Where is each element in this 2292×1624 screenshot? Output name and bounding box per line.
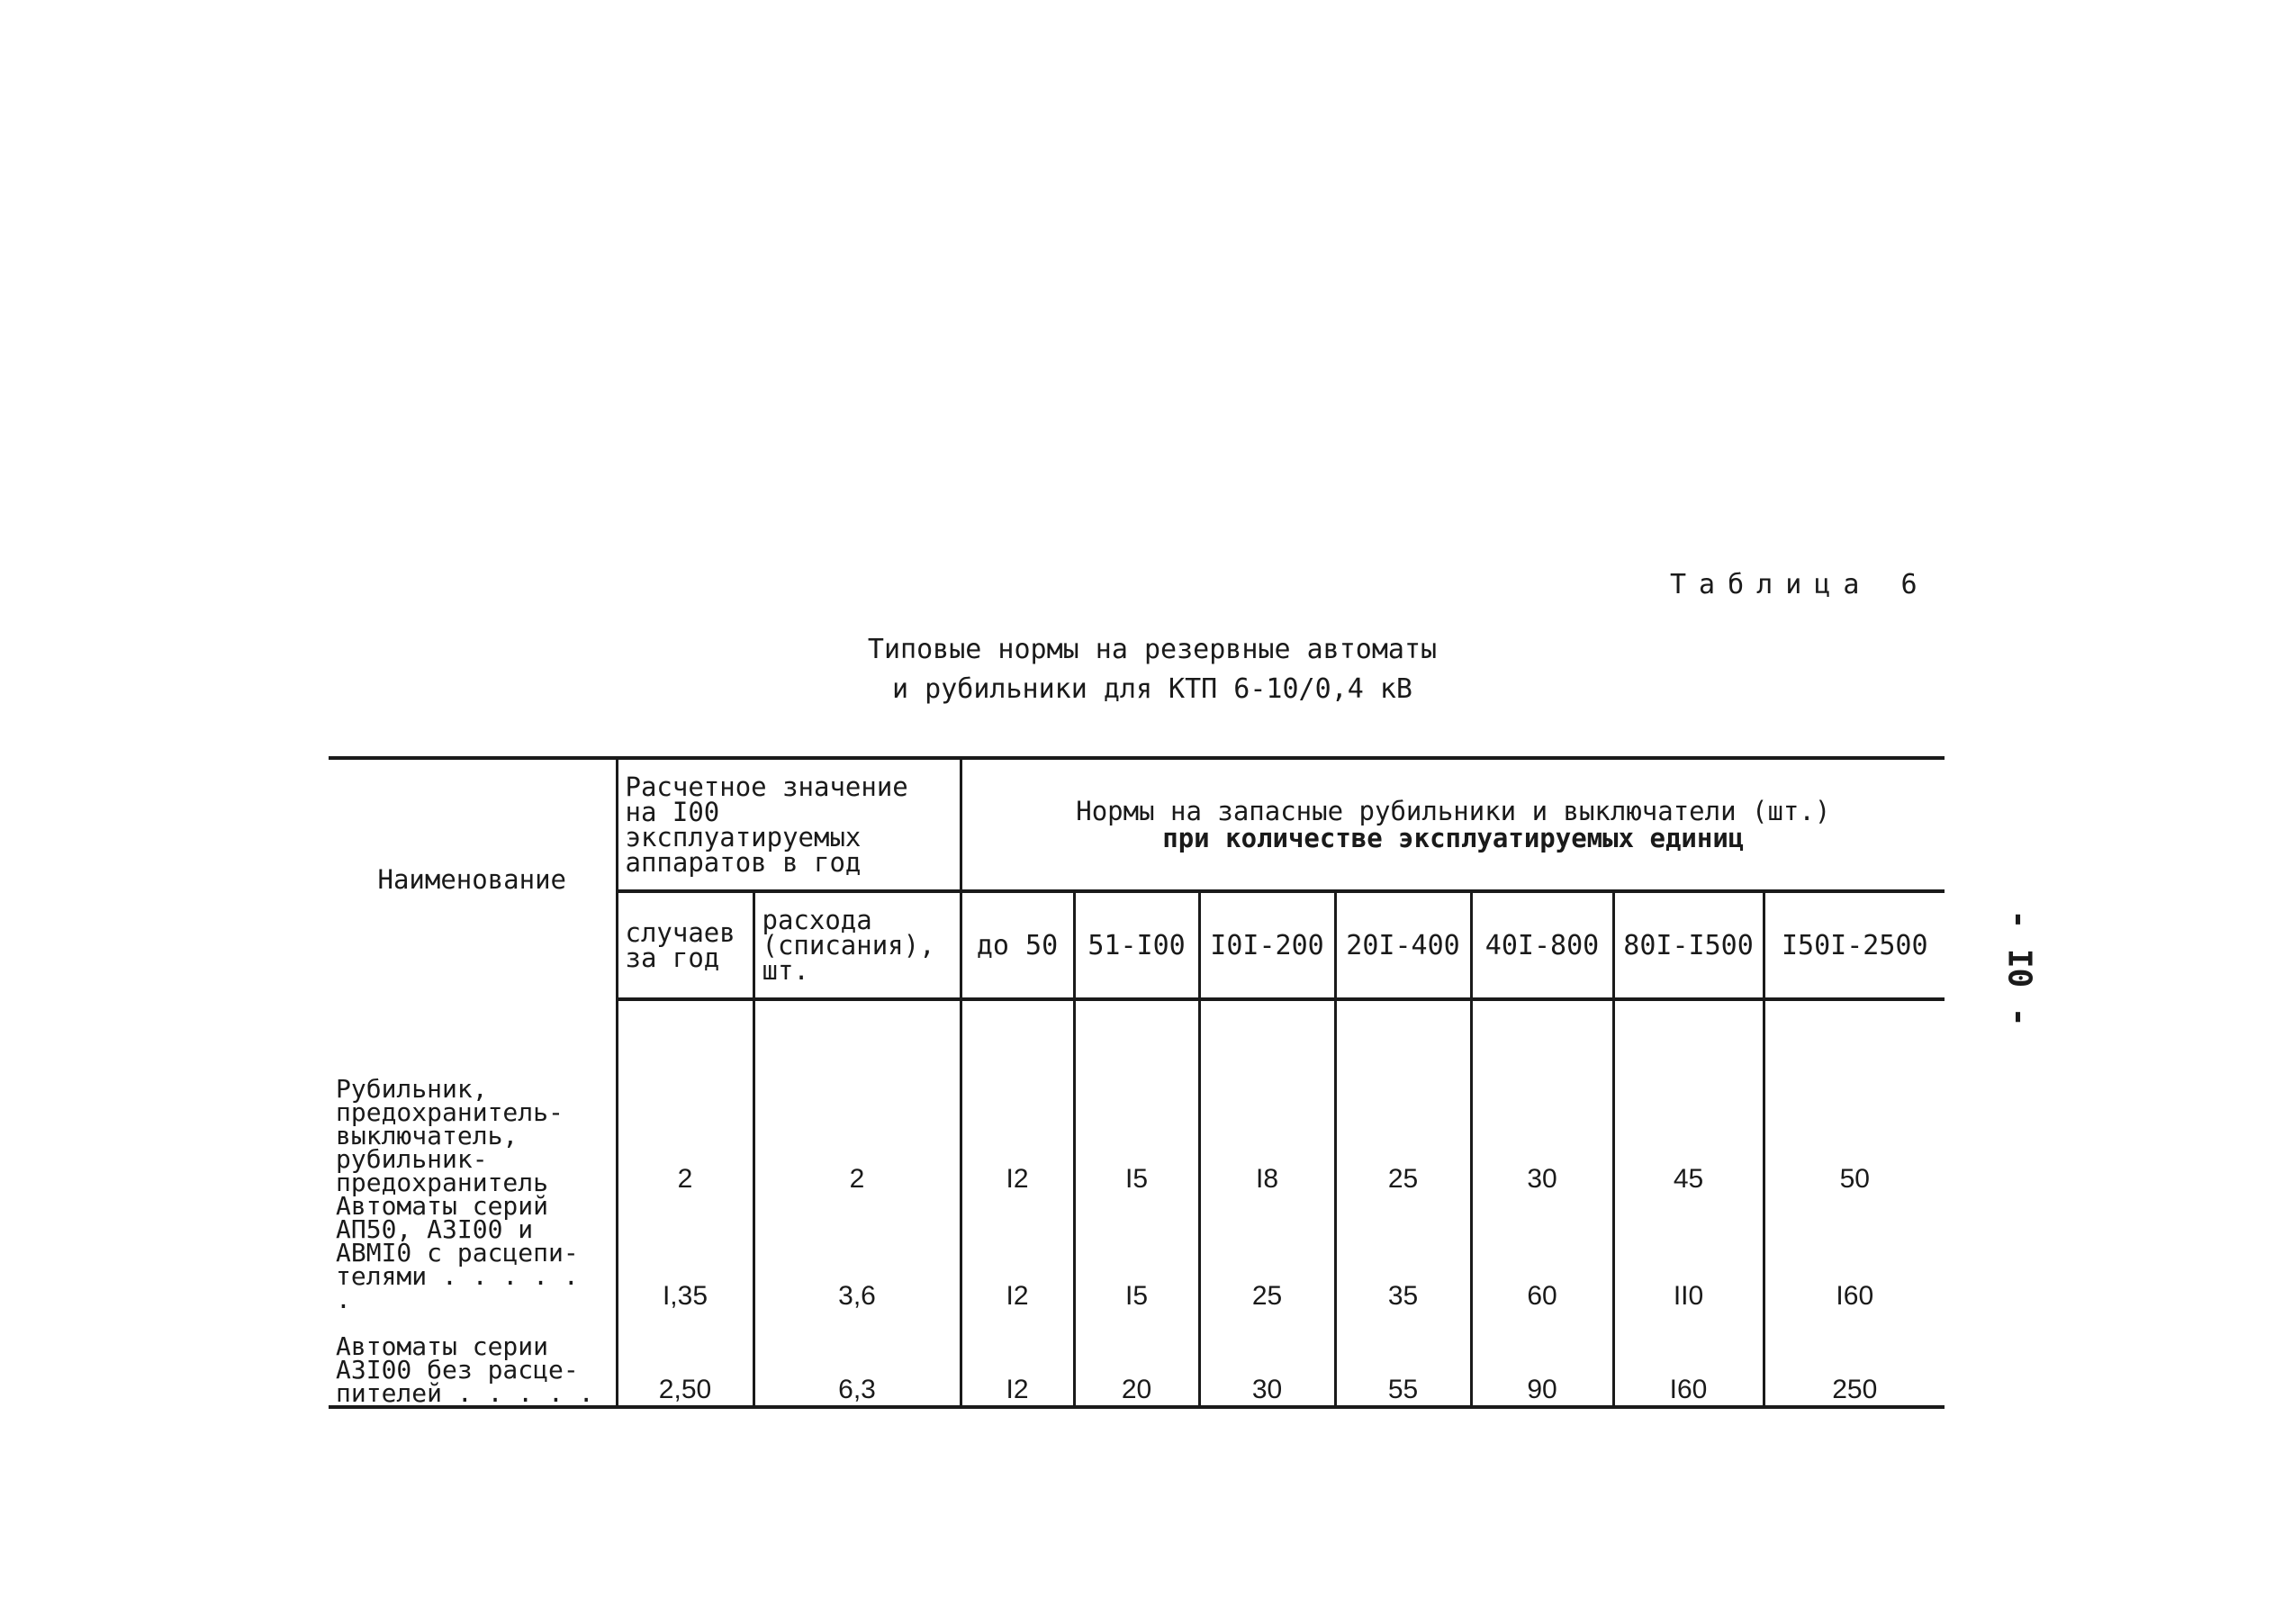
norm-cell: 35	[1335, 1195, 1471, 1312]
row-name: Автоматы серий АП50, А3I00 и АВМI0 с расцепи- телями . . . . . .	[329, 1195, 617, 1312]
table-title	[810, 630, 1494, 709]
header-range-1: до 50	[961, 891, 1074, 999]
norm-cell: 55	[1335, 1312, 1471, 1407]
norm-cell: 250	[1764, 1312, 1945, 1407]
consumption-cell: 6,3	[753, 1312, 961, 1407]
norm-cell: 30	[1471, 999, 1613, 1195]
row-name: Автоматы серии А3I00 без расце- пителей . . . . .	[329, 1312, 617, 1407]
table-label: Таблица 6	[1670, 569, 1930, 600]
title-line-1: Типовые нормы на резервные автоматы	[867, 634, 1438, 665]
norm-cell: 25	[1199, 1195, 1335, 1312]
cases-cell: I,35	[617, 1195, 753, 1312]
row-name: Рубильник, предохранитель- выключатель, рубильник- предохранитель	[329, 999, 617, 1195]
header-range-6: 80I-I500	[1613, 891, 1764, 999]
table-row	[329, 1312, 1945, 1407]
norm-cell: 90	[1471, 1312, 1613, 1407]
consumption-cell: 3,6	[753, 1195, 961, 1312]
norms-table	[329, 756, 1945, 1409]
norm-cell: I2	[961, 1195, 1074, 1312]
norm-cell: 20	[1074, 1312, 1199, 1407]
norm-cell: II0	[1613, 1195, 1764, 1312]
norm-cell: 60	[1471, 1195, 1613, 1312]
norm-cell: 50	[1764, 999, 1945, 1195]
norm-cell: I60	[1764, 1195, 1945, 1312]
norm-cell: 45	[1613, 999, 1764, 1195]
norm-cell: 25	[1335, 999, 1471, 1195]
page-number	[1988, 909, 2051, 1026]
header-norms-line-2: при количестве эксплуатируемых единиц	[1162, 823, 1745, 853]
header-name: Наименование	[329, 758, 617, 999]
header-range-4: 20I-400	[1335, 891, 1471, 999]
header-cases: случаев за год	[617, 891, 753, 999]
header-norms-line-1: Нормы на запасные рубильники и выключатели (шт.)	[1076, 796, 1831, 826]
table-row	[329, 1195, 1945, 1312]
header-range-3: I0I-200	[1199, 891, 1335, 999]
norm-cell: I2	[961, 1312, 1074, 1407]
header-range-7: I50I-2500	[1764, 891, 1945, 999]
page-number-text: - I0 -	[2000, 908, 2038, 1027]
norm-cell: I5	[1074, 1195, 1199, 1312]
header-row-1	[329, 758, 1945, 891]
cases-cell: 2,50	[617, 1312, 753, 1407]
norm-cell: 30	[1199, 1312, 1335, 1407]
norm-cell: I2	[961, 999, 1074, 1195]
table-row	[329, 999, 1945, 1195]
header-range-5: 40I-800	[1471, 891, 1613, 999]
consumption-cell: 2	[753, 999, 961, 1195]
header-range-2: 51-I00	[1074, 891, 1199, 999]
norm-cell: I8	[1199, 999, 1335, 1195]
cases-cell: 2	[617, 999, 753, 1195]
norm-cell: I5	[1074, 999, 1199, 1195]
header-consumption: расхода (списания), шт.	[753, 891, 961, 999]
header-norms-group	[961, 758, 1945, 891]
title-line-2: и рубильники для КТП 6-10/0,4 кВ	[892, 673, 1412, 705]
norm-cell: I60	[1613, 1312, 1764, 1407]
header-calc-group: Расчетное значение на I00 эксплуатируемых аппаратов в год	[617, 758, 961, 891]
